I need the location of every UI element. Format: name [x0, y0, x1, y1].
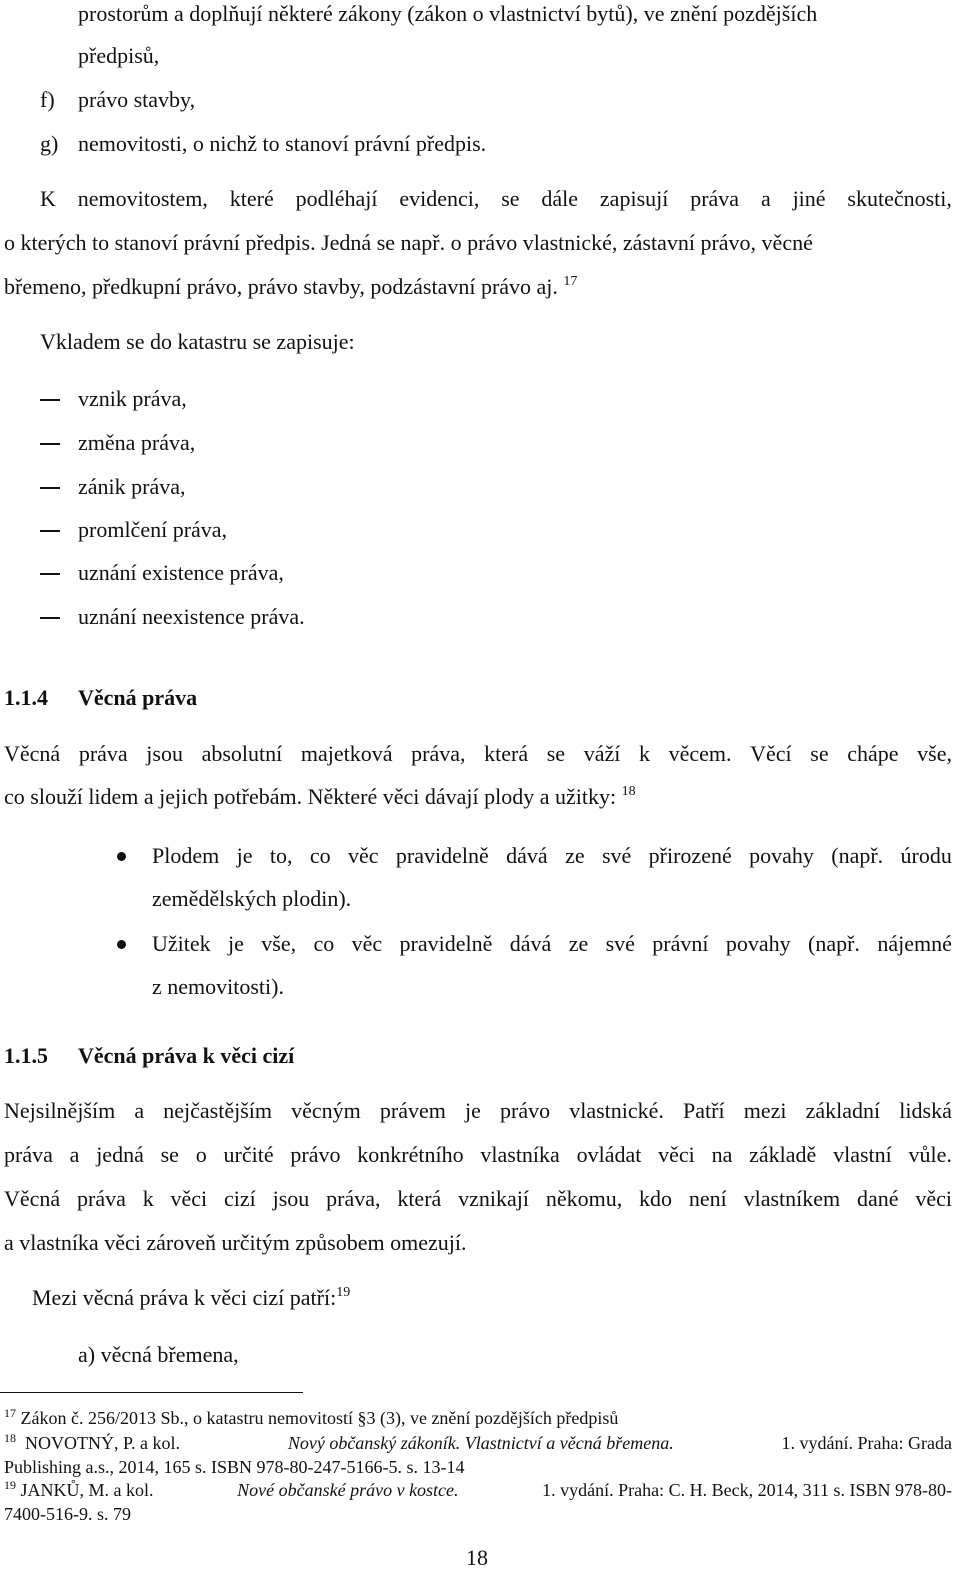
text-line: prostorům a doplňují některé zákony (zákon o vlastnictví bytů), ve znění pozdějších	[78, 1, 818, 26]
footnote-text: Zákon č. 256/2013 Sb., o katastru nemovitostí §3 (3), ve znění pozdějších předpisů	[20, 1408, 619, 1428]
footnote-author: JANKŮ, M. a kol.	[20, 1480, 154, 1500]
paragraph-text: co slouží lidem a jejich potřebám. Některé věci dávají plody a užitky:	[4, 784, 617, 809]
section-title: Věcná práva k věci cizí	[78, 1043, 295, 1068]
list-item: vznik práva,	[78, 386, 187, 411]
page-number: 18	[466, 1545, 488, 1570]
section-number: 1.1.4	[4, 685, 48, 710]
list-item: uznání existence práva,	[78, 560, 284, 585]
footnote-text: 1. vydání. Praha: C. H. Beck, 2014, 311 s. ISBN 978-80-	[542, 1480, 952, 1500]
paragraph-line: Nejsilnějším a nejčastějším věcným právem je právo vlastnické. Patří mezi základní lidská	[4, 1098, 952, 1123]
list-item: promlčení práva,	[78, 517, 228, 542]
dash-bullet	[40, 487, 60, 489]
paragraph-line: Věcná práva jsou absolutní majetková práva, která se váží k věcem. Věcí se chápe vše,	[4, 741, 952, 766]
bullet-text: zemědělských plodin).	[152, 886, 352, 911]
footnote-text: 1. vydání. Praha: Grada	[781, 1433, 952, 1453]
list-item: změna práva,	[78, 430, 196, 455]
footnote-17	[4, 1406, 618, 1430]
section-title: Věcná práva	[78, 685, 198, 710]
list-item: nemovitosti, o nichž to stanoví právní předpis.	[78, 131, 487, 156]
list-item: právo stavby,	[78, 87, 196, 112]
footnote-author: NOVOTNÝ, P. a kol.	[25, 1433, 180, 1453]
text-line: předpisů,	[78, 43, 160, 68]
bullet-dot	[117, 940, 126, 949]
bullet-dot	[117, 852, 126, 861]
footnote-ref: 18	[621, 784, 636, 799]
footnote-number: 18	[4, 1431, 16, 1445]
footnote-title: Nový občanský zákoník. Vlastnictví a věcná břemena.	[287, 1433, 674, 1453]
footnote-19	[4, 1478, 952, 1502]
paragraph-line	[4, 273, 577, 301]
dash-bullet	[40, 573, 60, 575]
footnote-separator	[0, 1392, 303, 1393]
footnote-18	[4, 1431, 952, 1455]
footnote-number: 19	[4, 1478, 16, 1492]
paragraph-text: břemeno, předkupní právo, právo stavby, podzástavní právo aj.	[4, 274, 558, 299]
dash-bullet	[40, 617, 60, 619]
list-item: uznání neexistence práva.	[78, 604, 305, 629]
list-item: zánik práva,	[78, 474, 186, 499]
bullet-text: z nemovitosti).	[152, 974, 284, 999]
footnote-number: 17	[4, 1406, 16, 1420]
paragraph-line: a vlastníka věci zároveň určitým způsobem omezují.	[4, 1230, 467, 1255]
list-marker: g)	[40, 131, 59, 156]
bullet-text: Plodem je to, co věc pravidelně dává ze své přirozené povahy (např. úrodu	[152, 843, 952, 868]
paragraph-line: K nemovitostem, které podléhají evidenci, se dále zapisují práva a jiné skutečnosti,	[40, 186, 952, 211]
section-number: 1.1.5	[4, 1043, 48, 1068]
list-intro: Vkladem se do katastru se zapisuje:	[40, 329, 355, 354]
footnote-ref: 17	[563, 274, 578, 289]
dash-bullet	[40, 443, 60, 445]
paragraph-line: práva a jedná se o určité právo konkrétního vlastníka ovládat věci na základě vlastní vůle.	[4, 1142, 952, 1167]
paragraph-line	[4, 783, 636, 811]
list-intro	[32, 1284, 350, 1312]
paragraph-line: Věcná práva k věci cizí jsou práva, která vznikají někomu, kdo není vlastníkem dané věci	[4, 1186, 952, 1211]
dash-bullet	[40, 399, 60, 401]
dash-bullet	[40, 530, 60, 532]
list-intro-text: Mezi věcná práva k věci cizí patří:	[32, 1285, 337, 1310]
bullet-text: Užitek je vše, co věc pravidelně dává ze své právní povahy (např. nájemné	[152, 931, 952, 956]
list-item: a) věcná břemena,	[78, 1342, 239, 1367]
paragraph-line: o kterých to stanoví právní předpis. Jedná se např. o právo vlastnické, zástavní právo, věcné	[4, 230, 813, 255]
list-marker: f)	[40, 87, 55, 112]
footnote-19-line2: 7400-516-9. s. 79	[4, 1504, 131, 1524]
footnote-ref: 19	[336, 1285, 351, 1300]
footnote-18-line2: Publishing a.s., 2014, 165 s. ISBN 978-80-247-5166-5. s. 13-14	[4, 1457, 465, 1477]
footnote-title: Nové občanské právo v kostce.	[237, 1480, 459, 1500]
